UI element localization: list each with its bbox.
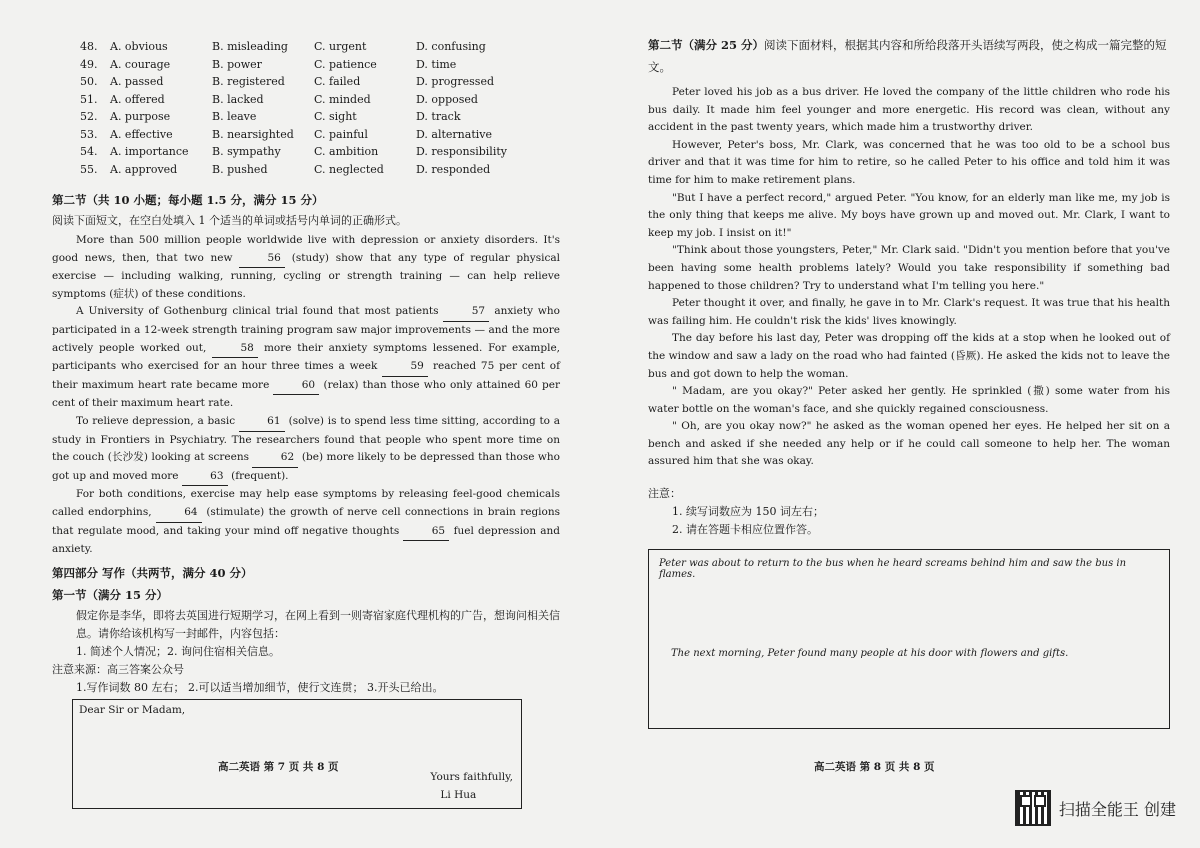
note-item: 1. 续写词数应为 150 词左右； [672,505,824,519]
page-right [622,0,1200,800]
blank-61[interactable]: 61 [239,413,285,432]
story-paragraph: "But I have a perfect record," argued Peter. "You know, for an elderly man like me, my job is the only thing that keeps me alive. My boys have grown up and moved out. Mr. Clark, I want to keep my job. I insist on it!" [648,191,1170,239]
mc-row: 53. A. effective B. nearsighted C. painful D. alternative [80,127,492,141]
page-footer: 高二英语 第 8 页 共 8 页 [814,761,935,773]
story-paragraph: Peter thought it over, and finally, he gave in to Mr. Clark's request. It was true that his health was failing him. He couldn't risk the kids' lives knowingly. [648,297,1170,327]
writing1-points: 1. 简述个人情况；2. 询问住宿相关信息。 [76,644,280,658]
letter-signature: Yours faithfully, Li Hua [430,770,513,801]
part4-title: 第四部分 写作（共两节，满分 40 分） [52,565,253,580]
story-paragraph: Peter loved his job as a bus driver. He loved the company of the little children who rode his bus daily. It made him feel younger and more energetic. His record was clean, without any accident in the past twenty years, which made him a trustworthy driver. [648,86,1170,134]
passage-paragraph: More than 500 million people worldwide live with depression or anxiety disorders. It's good news, then, that two new 56 (study) show that any type of regular physical exercise — including walking, running, cycling or strength training — can help relieve symptoms (症状) of these conditions. [52,234,560,300]
blank-57[interactable]: 57 [443,303,489,322]
section2-title: 第二节（共 10 小题；每小题 1.5 分，满分 15 分） [52,193,324,207]
letter-greeting: Dear Sir or Madam, [79,703,186,716]
section2-instructions: 阅读下面短文，在空白处填入 1 个适当的单词或括号内单词的正确形式。 [52,214,407,227]
mc-options [52,38,560,178]
mc-row: 48. A. obvious B. misleading C. urgent D. confusing [80,40,486,53]
mc-row: 54. A. importance B. sympathy C. ambition D. responsibility [80,145,507,158]
scanner-watermark [1015,790,1176,826]
mc-row: 50. A. passed B. registered C. failed D. progressed [80,75,494,88]
blank-62[interactable]: 62 [252,449,298,468]
blank-58[interactable]: 58 [212,340,258,359]
story-paragraph: The day before his last day, Peter was dropping off the kids at a stop when he looked out of the window and saw a lady on the road who had fainted (昏厥). He asked the kids not to leave the bus and got down to help the woman. [648,332,1170,380]
blank-65[interactable]: 65 [403,523,449,542]
blank-63[interactable]: 63 [182,468,228,487]
paragraph-start-2: The next morning, Peter found many people at his door with flowers and gifts. [671,648,1069,660]
passage-paragraph: A University of Gothenburg clinical trial found that most patients 57 anxiety who participated in a 12-week strength training program saw major improvements — and the more actively people worked out, 58 more their anxiety symptoms lessened. For example, participants who exercised for an hour three times a week 59 reached 75 per cent of their maximum heart rate became more 60 (relax) than those who only attained 60 per cent of their maximum heart rate. [52,305,561,410]
blank-60[interactable]: 60 [273,377,319,396]
writing1-title: 第一节（满分 15 分） [52,587,169,602]
watermark-text: 扫描全能王 创建 [1058,799,1176,819]
page-left [0,0,600,800]
writing1-note: 注意来源：高三答案公众号 [52,662,184,676]
paragraph-start-1: Peter was about to return to the bus when he heard screams behind him and saw the bus in flames. [659,558,1127,581]
writing1-prompt: 假定你是李华，即将去英国进行短期学习，在网上看到一则寄宿家庭代理机构的广告，想询问相关信息。请你给该机构写一封邮件，内容包括： [76,608,560,640]
blank-56[interactable]: 56 [239,250,285,269]
mc-row: 55. A. approved B. pushed C. neglected D. responded [80,162,491,176]
qr-code-icon [1015,790,1051,826]
story-paragraph: " Madam, are you okay?" Peter asked her gently. He sprinkled (撒) some water from his water bottle on the woman's face, and she quickly regained consciousness. [648,385,1170,415]
blank-59[interactable]: 59 [382,358,428,377]
story-paragraph: "Think about those youngsters, Peter," Mr. Clark said. "Didn't you mention before that you've been having some health problems lately? Would you take responsibility if something bad happened to those children? Try to understand what I'm telling you here." [648,244,1170,292]
blank-64[interactable]: 64 [156,504,202,523]
letter-answer-box[interactable] [72,699,522,809]
passage-paragraph: For both conditions, exercise may help ease symptoms by releasing feel-good chemicals called endorphins, 64 (stimulate) the growth of nerve cell connections in brain regions that regulate mood, and taking your mind off negative thoughts 65 fuel depression and anxiety. [52,488,560,556]
story-paragraph: " Oh, are you okay now?" he asked as the woman opened her eyes. He helped her sit on a bench and asked if she needed any help or if he could call someone to help her. The woman assured him that she was okay. [648,420,1170,468]
mc-row: 52. A. purpose B. leave C. sight D. track [80,110,461,123]
story-paragraph: However, Peter's boss, Mr. Clark, was concerned that he was too old to be a school bus driver and that it was time for him to retire, so he called Peter to his office and told him it was time for him to make retirement plans. [648,138,1170,186]
mc-row: 49. A. courage B. power C. patience D. time [80,57,457,71]
passage-paragraph: To relieve depression, a basic 61 (solve) is to spend less time sitting, according to a study in Frontiers in Psychiatry. The researchers found that people who spent more time on the couch (长沙发) looking at screens 62 (be) more likely to be depressed than those who got up and moved more 63 (frequent). [52,413,560,486]
note-title: 注意： [648,487,681,501]
continuation-title: 第二节（满分 25 分）阅读下面材料，根据其内容和所给段落开头语续写两段，使之构成一篇完整的短文。 [648,38,1167,74]
page-footer: 高二英语 第 7 页 共 8 页 [218,761,339,773]
writing1-requirements: 1.写作词数 80 左右； 2.可以适当增加细节，使行文连贯； 3.开头已给出。 [76,680,444,694]
continuation-answer-box[interactable] [648,549,1170,729]
mc-row: 51. A. offered B. lacked C. minded D. opposed [80,92,478,106]
note-item: 2. 请在答题卡相应位置作答。 [672,523,818,537]
